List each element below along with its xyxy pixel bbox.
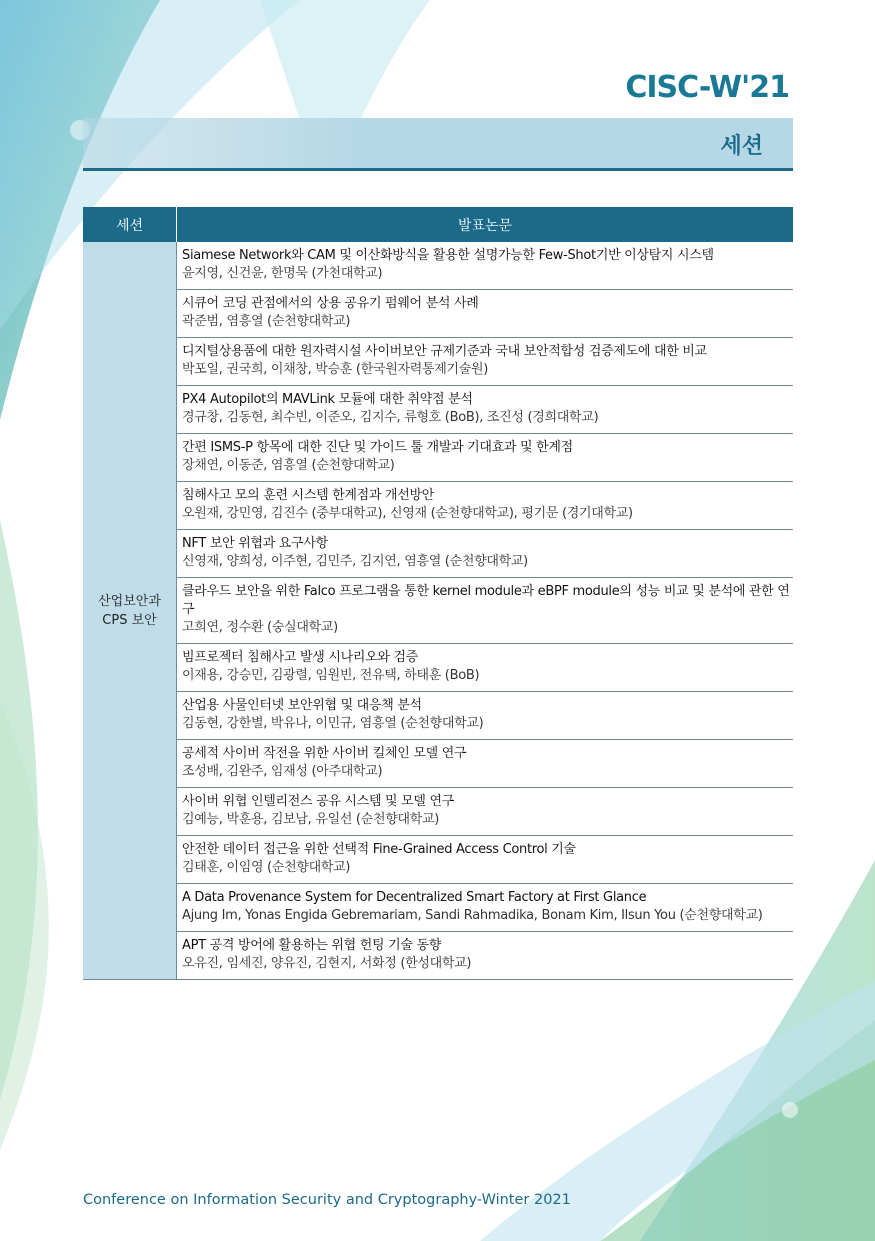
paper-authors: 고희연, 정수환 (숭실대학교) bbox=[182, 620, 338, 635]
table-row bbox=[83, 290, 793, 338]
paper-title: APT 공격 방어에 활용하는 위협 헌팅 기술 동향 bbox=[182, 938, 441, 953]
table-row bbox=[83, 740, 793, 788]
paper-cell bbox=[177, 788, 794, 836]
paper-title: PX4 Autopilot의 MAVLink 모듈에 대한 취약점 분석 bbox=[182, 392, 473, 407]
paper-title: NFT 보안 위협과 요구사항 bbox=[182, 536, 328, 551]
paper-cell bbox=[177, 242, 794, 290]
session-name-line: 산업보안과 bbox=[98, 593, 161, 609]
paper-cell bbox=[177, 530, 794, 578]
header-papers: 발표논문 bbox=[177, 207, 794, 242]
paper-title: 안전한 데이터 접근을 위한 선택적 Fine-Grained Access Control 기술 bbox=[182, 842, 576, 857]
paper-authors: 윤지영, 신건윤, 한명묵 (가천대학교) bbox=[182, 266, 383, 281]
paper-title: 산업용 사물인터넷 보안위협 및 대응책 분석 bbox=[182, 698, 422, 713]
paper-authors: 장채연, 이동준, 염흥열 (순천향대학교) bbox=[182, 458, 395, 473]
table-row bbox=[83, 788, 793, 836]
session-name-cell bbox=[83, 242, 177, 980]
session-name-line: CPS 보안 bbox=[102, 612, 157, 628]
paper-title: A Data Provenance System for Decentralized Smart Factory at First Glance bbox=[182, 890, 647, 905]
header-session: 세션 bbox=[83, 207, 177, 242]
paper-cell bbox=[177, 578, 794, 644]
paper-cell bbox=[177, 932, 794, 980]
table-row bbox=[83, 884, 793, 932]
paper-authors: 오유진, 임세진, 양유진, 김현지, 서화정 (한성대학교) bbox=[182, 956, 472, 971]
table-row bbox=[83, 338, 793, 386]
paper-authors: 오원재, 강민영, 김진수 (중부대학교), 신영재 (순천향대학교), 평기문 (경기대학교) bbox=[182, 506, 633, 521]
table-row bbox=[83, 836, 793, 884]
paper-authors: 김태훈, 이임영 (순천향대학교) bbox=[182, 860, 351, 875]
paper-cell bbox=[177, 290, 794, 338]
paper-authors: 경규창, 김동현, 최수빈, 이준오, 김지수, 류형호 (BoB), 조진성 (경희대학교) bbox=[182, 410, 599, 425]
table-row bbox=[83, 434, 793, 482]
paper-cell bbox=[177, 386, 794, 434]
paper-authors: 신영재, 양희성, 이주현, 김민주, 김지연, 염흥열 (순천향대학교) bbox=[182, 554, 528, 569]
table-row bbox=[83, 932, 793, 980]
paper-title: 클라우드 보안을 위한 Falco 프로그램을 통한 kernel module과 eBPF module의 성능 비교 및 분석에 관한 연구 bbox=[182, 584, 790, 617]
paper-title: 시큐어 코딩 관점에서의 상용 공유기 펌웨어 분석 사례 bbox=[182, 296, 479, 311]
paper-cell bbox=[177, 884, 794, 932]
table-header-row bbox=[83, 207, 793, 242]
paper-title: 침해사고 모의 훈련 시스템 한계점과 개선방안 bbox=[182, 488, 435, 503]
table-row bbox=[83, 644, 793, 692]
paper-authors: 김예능, 박훈용, 김보남, 유일선 (순천향대학교) bbox=[182, 812, 440, 827]
paper-authors: 김동현, 강한별, 박유나, 이민규, 염흥열 (순천향대학교) bbox=[182, 716, 484, 731]
paper-cell bbox=[177, 338, 794, 386]
table-row bbox=[83, 530, 793, 578]
paper-authors: 곽준범, 염흥열 (순천향대학교) bbox=[182, 314, 351, 329]
table-row bbox=[83, 692, 793, 740]
paper-authors: 조성배, 김완주, 임재성 (아주대학교) bbox=[182, 764, 383, 779]
sessions-table bbox=[83, 207, 793, 980]
conference-logo: CISC-W'21 bbox=[625, 70, 789, 105]
banner-divider bbox=[83, 168, 793, 171]
paper-title: 공세적 사이버 작전을 위한 사이버 킬체인 모델 연구 bbox=[182, 746, 467, 761]
paper-title: 간편 ISMS-P 항목에 대한 진단 및 가이드 툴 개발과 기대효과 및 한계점 bbox=[182, 440, 573, 455]
paper-title: Siamese Network와 CAM 및 이산화방식을 활용한 설명가능한 Few-Shot기반 이상탐지 시스템 bbox=[182, 248, 714, 263]
table-body bbox=[83, 242, 793, 980]
footer-text: Conference on Information Security and Cryptography-Winter 2021 bbox=[83, 1192, 571, 1208]
paper-title: 사이버 위협 인텔리전스 공유 시스템 및 모델 연구 bbox=[182, 794, 454, 809]
paper-cell bbox=[177, 740, 794, 788]
section-title: 세션 bbox=[720, 134, 763, 159]
table-row bbox=[83, 578, 793, 644]
paper-authors: 이재용, 강승민, 김광렬, 임원빈, 전유택, 하태훈 (BoB) bbox=[182, 668, 480, 683]
paper-authors: Ajung Im, Yonas Engida Gebremariam, Sandi Rahmadika, Bonam Kim, Ilsun You (순천향대학교) bbox=[182, 908, 763, 923]
table-row bbox=[83, 386, 793, 434]
paper-authors: 박포일, 권국희, 이채창, 박승훈 (한국원자력통제기술원) bbox=[182, 362, 489, 377]
paper-cell bbox=[177, 692, 794, 740]
paper-cell bbox=[177, 836, 794, 884]
table-row bbox=[83, 242, 793, 290]
paper-cell bbox=[177, 482, 794, 530]
paper-cell bbox=[177, 434, 794, 482]
section-banner bbox=[83, 118, 793, 168]
paper-title: 빔프로젝터 침해사고 발생 시나리오와 검증 bbox=[182, 650, 418, 665]
table-row bbox=[83, 482, 793, 530]
paper-title: 디지털상용품에 대한 원자력시설 사이버보안 규제기준과 국내 보안적합성 검증제도에 대한 비교 bbox=[182, 344, 707, 359]
paper-cell bbox=[177, 644, 794, 692]
